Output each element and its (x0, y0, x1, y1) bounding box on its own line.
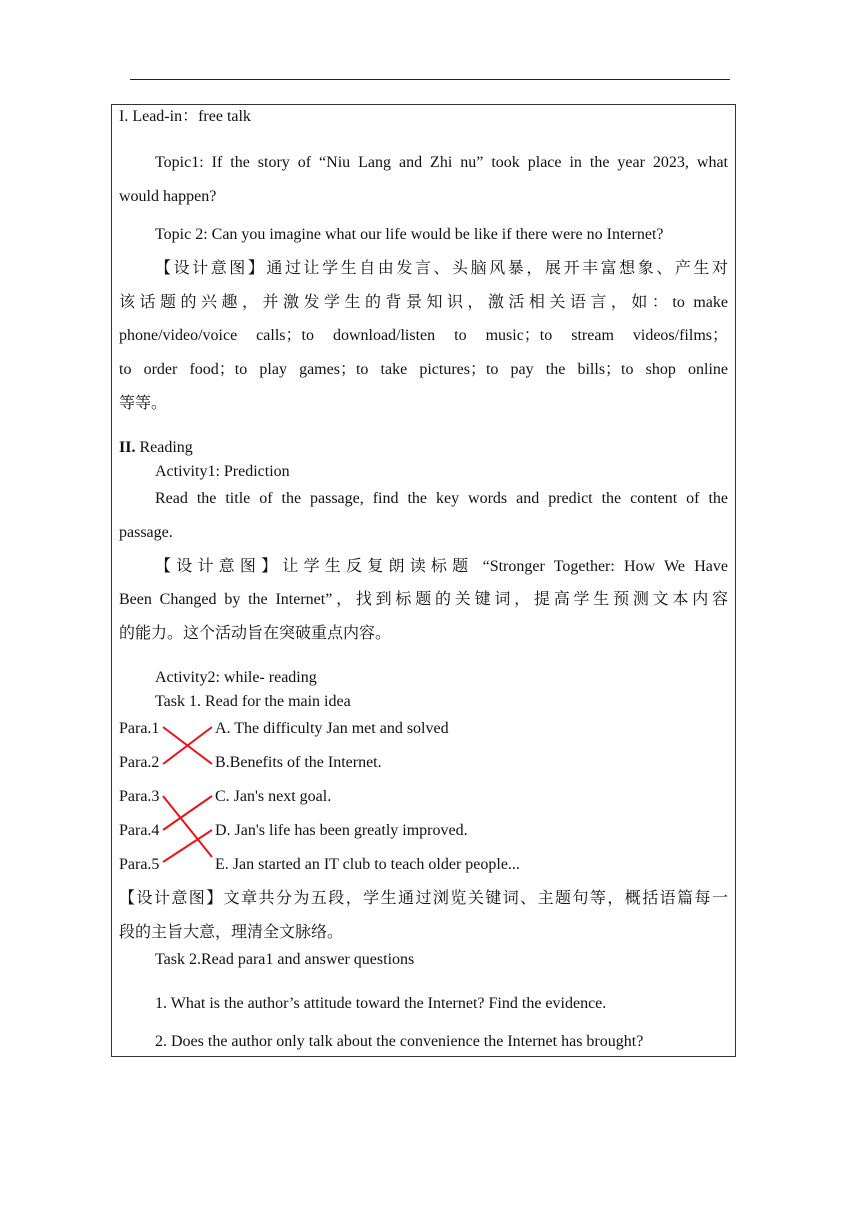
para-label-5: Para.5 (119, 856, 160, 873)
question-1: 1. What is the author’s attitude toward the Internet? Find the evidence. (155, 995, 607, 1012)
topic1-line1: Topic1: If the story of “Niu Lang and Zhi nu” took place in the year 2023, what (155, 154, 728, 171)
topic1-line2: would happen? (119, 188, 217, 205)
leadin-intent-line3: phone/video/voice calls；to download/listen to music；to stream videos/films； (119, 327, 728, 344)
reading-intent2-line1: 【设计意图】文章共分为五段，学生通过浏览关键词、主题句等，概括语篇每一 (119, 890, 728, 907)
activity1-label: Activity1: Prediction (155, 463, 290, 480)
leadin-intent-line4: to order food；to play games；to take pictures；to pay the bills；to shop online (119, 361, 728, 378)
leadin-heading: I. Lead-in：free talk (119, 108, 251, 125)
para-label-2: Para.2 (119, 754, 160, 771)
reading-intent2-line2: 段的主旨大意，理清全文脉络。 (119, 924, 344, 941)
topic2: Topic 2: Can you imagine what our life would be like if there were no Internet? (155, 226, 664, 243)
task2-label: Task 2.Read para1 and answer questions (155, 951, 415, 968)
reading-intent-line3: 的能力。这个活动旨在突破重点内容。 (119, 625, 392, 642)
leadin-intent-line5: 等等。 (119, 395, 168, 412)
para-label-1: Para.1 (119, 720, 160, 737)
match-line-5 (163, 830, 212, 862)
activity2-label: Activity2: while- reading (155, 669, 317, 686)
idea-c: C. Jan's next goal. (215, 788, 332, 805)
para-label-4: Para.4 (119, 822, 160, 839)
reading-heading-number: II. (119, 439, 136, 456)
question-2: 2. Does the author only talk about the convenience the Internet has brought? (155, 1033, 644, 1050)
task1-label: Task 1. Read for the main idea (155, 693, 351, 710)
idea-e: E. Jan started an IT club to teach older people... (215, 856, 520, 873)
leadin-intent-line1: 【设计意图】通过让学生自由发言、头脑风暴，展开丰富想象、产生对 (155, 260, 728, 277)
para-label-3: Para.3 (119, 788, 160, 805)
prediction-line1: Read the title of the passage, find the key words and predict the content of the (155, 490, 728, 507)
leadin-intent-line2: 该话题的兴趣，并激发学生的背景知识，激活相关语言，如：to make (119, 294, 728, 311)
idea-b: B.Benefits of the Internet. (215, 754, 382, 771)
reading-intent-line2: Been Changed by the Internet”，找到标题的关键词，提高学生预测文本内容 (119, 591, 728, 608)
match-line-3 (163, 796, 212, 857)
reading-heading-text: Reading (135, 439, 193, 456)
idea-a: A. The difficulty Jan met and solved (215, 720, 449, 737)
match-line-4 (163, 796, 212, 830)
reading-intent-line1: 【设计意图】让学生反复朗读标题 “Stronger Together: How We Have (155, 558, 728, 575)
prediction-line2: passage. (119, 524, 173, 541)
idea-d: D. Jan's life has been greatly improved. (215, 822, 468, 839)
